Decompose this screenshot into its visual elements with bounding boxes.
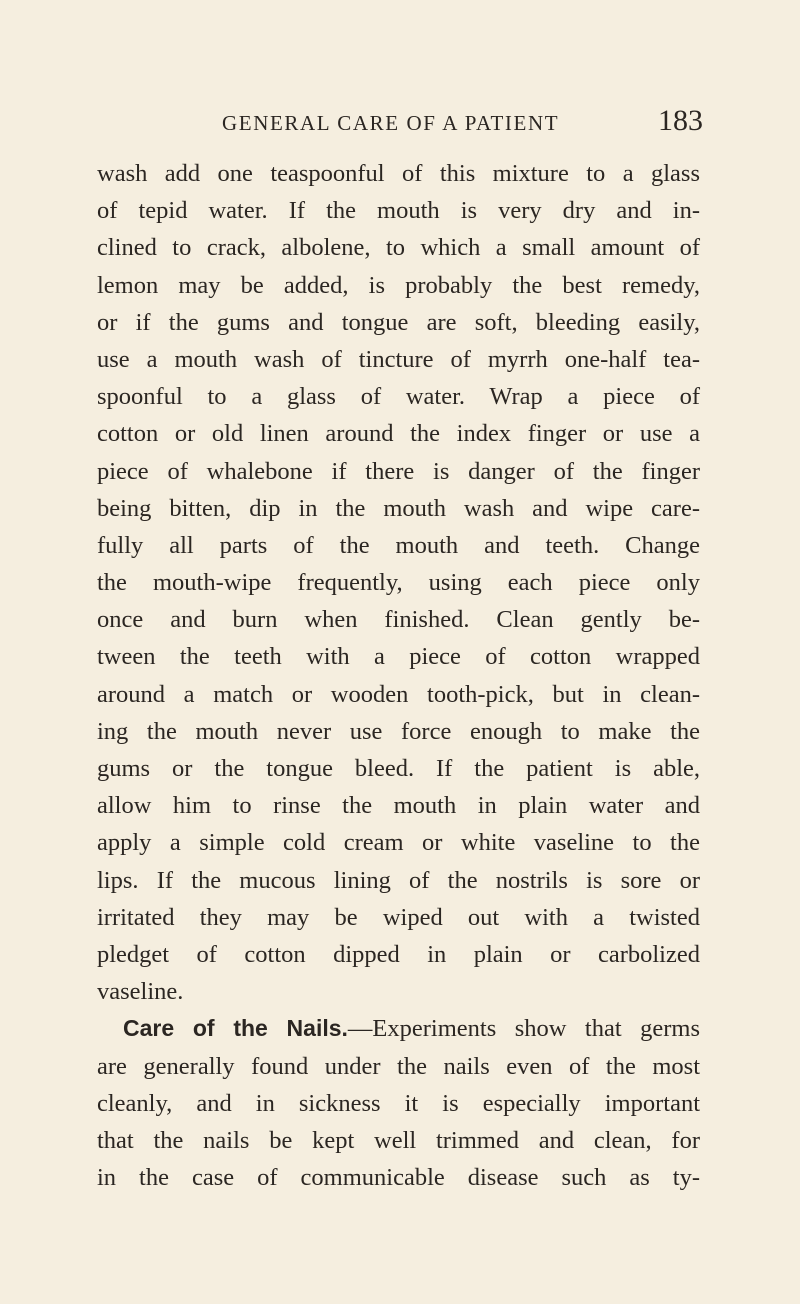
text-line: pledget of cotton dipped in plain or carbolized: [97, 940, 700, 968]
body-text: [97, 155, 700, 1235]
section-heading: Care of the Nails.: [123, 1015, 348, 1042]
text-line: cleanly, and in sickness it is especially important: [97, 1089, 700, 1117]
running-title: GENERAL CARE OF A PATIENT: [222, 111, 560, 135]
text-line: clined to crack, albolene, to which a small amount of: [97, 234, 700, 262]
text-line: use a mouth wash of tincture of myrrh one-half tea-: [97, 345, 700, 373]
text-line: wash add one teaspoonful of this mixture to a glass: [97, 160, 700, 187]
text-line: in the case of communicable disease such as ty-: [97, 1164, 700, 1192]
section-first-line-text: —Experiments show that germs: [347, 1015, 700, 1043]
page-header: [0, 104, 800, 144]
text-line: vaseline.: [97, 978, 184, 1006]
text-line: tween the teeth with a piece of cotton wrapped: [97, 643, 700, 671]
text-line: once and burn when finished. Clean gently be-: [97, 606, 700, 634]
text-line: fully all parts of the mouth and teeth. Change: [97, 531, 700, 559]
text-line: lemon may be added, is probably the best remedy,: [97, 271, 700, 299]
text-line: apply a simple cold cream or white vaseline to the: [97, 829, 700, 857]
text-line: or if the gums and tongue are soft, bleeding easily,: [97, 308, 700, 336]
text-line: that the nails be kept well trimmed and clean, for: [97, 1126, 700, 1154]
text-line: cotton or old linen around the index finger or use a: [97, 420, 700, 448]
text-line: being bitten, dip in the mouth wash and wipe care-: [97, 494, 700, 522]
text-line: spoonful to a glass of water. Wrap a piece of: [97, 383, 700, 411]
text-line: lips. If the mucous lining of the nostrils is sore or: [97, 866, 700, 894]
text-line: the mouth-wipe frequently, using each piece only: [97, 569, 700, 597]
text-line: ing the mouth never use force enough to make the: [97, 717, 700, 745]
page-number: 183: [658, 104, 703, 137]
text-line: piece of whalebone if there is danger of the finger: [97, 457, 700, 485]
text-line: are generally found under the nails even of the most: [97, 1052, 700, 1080]
text-line: allow him to rinse the mouth in plain water and: [97, 792, 700, 820]
section-first-line: [97, 1010, 700, 1047]
text-line: irritated they may be wiped out with a twisted: [97, 903, 700, 931]
text-line: gums or the tongue bleed. If the patient is able,: [97, 755, 700, 782]
text-line: around a match or wooden tooth-pick, but in clean-: [97, 680, 700, 708]
text-line: of tepid water. If the mouth is very dry and in-: [97, 197, 700, 225]
